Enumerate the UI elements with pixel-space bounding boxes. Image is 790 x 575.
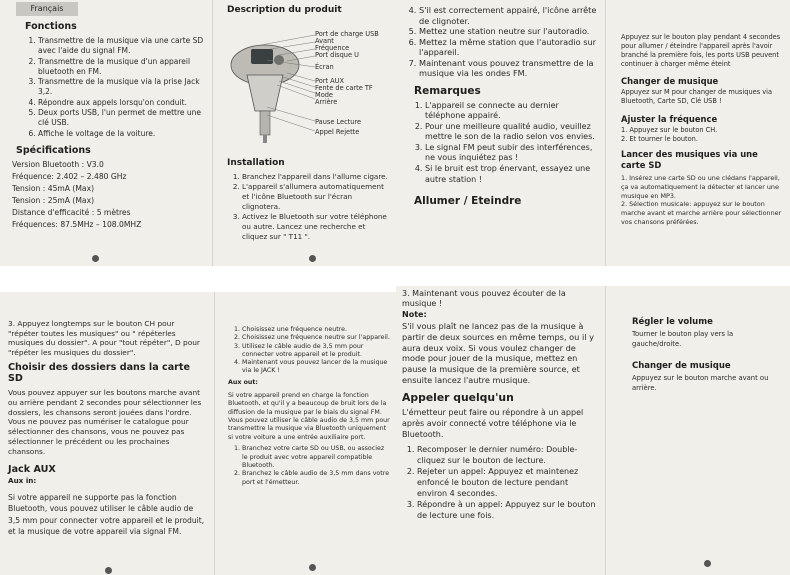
specs-list	[12, 159, 206, 231]
ajuster-heading: Ajuster la fréquence	[621, 114, 718, 124]
page-number-dot	[92, 255, 99, 262]
spec-line: Tension : 45mA (Max)	[12, 183, 95, 193]
aux-out-heading: Aux out:	[228, 378, 258, 386]
description-heading: Description du produit	[227, 5, 342, 15]
installation-heading: Installation	[227, 158, 285, 168]
list-item: 4. Si le bruit est trop énervant, essayez une autre station !	[425, 164, 599, 185]
aux-out-text: Si votre appareil prend en charge la fonction Bluetooth, et qu'il y a beaucoup de bruit lors de la diffusion de la musique par le biais du signal FM. Vous pouvez utiliser le câble audio de 3,5 mm pour transmettre la musique via Bluetooth uniquement si votre voiture a une entrée auxiliaire port.	[228, 391, 390, 441]
fonctions-list	[12, 36, 206, 139]
volume-heading: Régler le volume	[632, 317, 713, 327]
list-item: 3. Utilisez le câble audio de 3,5 mm pour connecter votre appareil et le produit.	[242, 343, 390, 360]
ajuster-step: 1. Appuyez sur le bouton CH.	[621, 126, 718, 134]
page-number-dot	[704, 560, 711, 567]
volume-text: Tourner le bouton play vers la gauche/droite.	[632, 330, 734, 348]
page-number-dot	[309, 255, 316, 262]
list-item: 3. Répondre à un appel: Appuyez sur le bouton de lecture une fois.	[417, 499, 599, 521]
changer-text: Appuyez sur M pour changer de musiques via Bluetooth, Carte SD, Clé USB !	[621, 88, 772, 105]
list-item: 1. L'appareil se connecte au dernier téléphone appairé.	[425, 101, 599, 122]
allumer-text: Appuyez sur le bouton play pendant 4 secondes pour allumer / éteindre l'appareil après l'avoir branché la première fois, les ports USB peuvent continuer à charger même éteint	[621, 33, 781, 68]
remarques-heading: Remarques	[414, 84, 481, 97]
page-appeler	[396, 286, 605, 575]
list-item: 6. Affiche le voltage de la voiture.	[38, 129, 206, 139]
list-item: 1. Branchez votre carte SD ou USB, ou associez le produit avec votre appareil compatible Bluetooth.	[242, 445, 390, 470]
page-aux	[215, 292, 396, 575]
callout-label: Fente de carte TF	[315, 84, 373, 92]
page-description	[213, 0, 396, 266]
callout-label: Arrière	[315, 98, 338, 106]
note-text: S'il vous plaît ne lancez pas de la musique à partir de deux sources en même temps, ou il y aura deux voix. Si vous voulez changer de mode pour jouer de la musique, mettez en pause la musique de la première source, et ensuite lancez l'autre musique.	[402, 321, 594, 385]
car-transmitter-illustration	[227, 15, 317, 155]
jack-aux-heading: Jack AUX	[8, 463, 56, 475]
changer-heading: Changer de musique	[621, 76, 719, 86]
callout-label: Appel Rejette	[315, 128, 360, 136]
list-item: 2. Rejeter un appel: Appuyez et maintenez enfoncé le bouton de lecture pendant environ 4 secondes.	[417, 466, 599, 499]
callout-label: Pause Lecture	[315, 118, 362, 126]
spec-line: Version Bluetooth : V3.0	[12, 159, 104, 169]
list-item: 4. Maintenant vous pouvez lancer de la musique via le JACK !	[242, 359, 390, 376]
list-item: 3. Transmettre de la musique via la prise Jack 3,2.	[38, 77, 206, 98]
callout-label: Écran	[315, 63, 334, 71]
list-item: 2. Branchez le câble audio de 3,5 mm dans votre port et l'émetteur.	[242, 470, 390, 487]
installation-list	[227, 172, 390, 242]
list-item: 2. Choisissez une fréquence neutre sur l'appareil.	[242, 334, 390, 342]
page-number-dot	[309, 564, 316, 571]
list-item: 2. Pour une meilleure qualité audio, veuillez mettre le son de la radio selon vos envies.	[425, 122, 599, 143]
spec-line: Fréquences: 87.5MHz – 108.0MHZ	[12, 219, 142, 229]
specs-heading: Spécifications	[16, 144, 91, 156]
aux-out-steps-list	[228, 445, 390, 487]
list-item: 3. Activez le Bluetooth sur votre téléphone ou autre. Lancez une recherche et cliquez sur " T11 ".	[242, 212, 390, 242]
list-item: 1. Transmettre de la musique via une carte SD avec l'aide du signal FM.	[38, 36, 206, 57]
product-diagram	[227, 15, 390, 155]
sd-heading: Lancer des musiques via une carte SD	[621, 149, 758, 170]
spec-line: Fréquence: 2.402 – 2.480 GHz	[12, 171, 127, 181]
sd-step: 1. Insérez une carte SD ou une clédans l'appareil, ça va automatiquement la détecter et lancer une musique en MP3.	[621, 174, 780, 200]
changer-musique-heading: Changer de musique	[632, 361, 731, 371]
ajuster-step: 2. Et tourner le bouton.	[621, 135, 698, 143]
aux-steps-list	[228, 326, 390, 376]
spec-line: Distance d'efficacité : 5 mètres	[12, 207, 131, 217]
steps-list	[402, 5, 599, 79]
callout-label: Port AUX	[315, 77, 345, 85]
list-item: 1. Recomposer le dernier numéro: Double-cliquez sur le bouton de lecture.	[417, 444, 599, 466]
listen-text: 3. Maintenant vous pouvez écouter de la musique !	[402, 289, 566, 308]
sheet-top-right	[396, 0, 790, 266]
language-tab-label: Français	[30, 4, 64, 13]
appeler-text: L'émetteur peut faire ou répondre à un appel après avoir connecté votre téléphone via le Bluetooth.	[402, 407, 584, 439]
sheet-bottom-left	[0, 292, 396, 575]
sd-step: 2. Sélection musicale: appuyez sur le bouton marche avant et marche arrière pour sélectionner vos chansons préférées.	[621, 200, 782, 226]
page-volume	[606, 286, 790, 575]
list-item: 2. L'appareil s'allumera automatiquement et l'icône Bluetooth sur l'écran clignotera.	[242, 182, 390, 212]
remarques-list	[402, 101, 599, 186]
sheet-bottom-right	[396, 286, 790, 575]
callout-label: Avant	[315, 37, 334, 45]
list-item: 1. Choisissez une fréquence neutre.	[242, 326, 390, 334]
list-item: 4. S'il est correctement appairé, l'icône arrête de clignoter.	[419, 5, 599, 26]
page-number-dot	[105, 567, 112, 574]
page-controls	[606, 0, 790, 266]
aux-in-text: Si votre appareil ne supporte pas la fonction Bluetooth, vous pouvez utiliser le câble audio de 3,5 mm pour connecter votre appareil et le produit, et la musique de votre appareil via signal FM.	[8, 492, 205, 537]
language-tab	[16, 2, 78, 16]
list-item: 3. Le signal FM peut subir des interférences, ne vous inquiétez pas !	[425, 143, 599, 164]
callout-label: Port disque U	[315, 51, 359, 59]
page-fonctions	[0, 0, 212, 266]
page-remarques	[396, 0, 605, 266]
appeler-list	[402, 444, 599, 521]
list-item: 5. Mettez une station neutre sur l'autoradio.	[419, 26, 599, 37]
list-item: 2. Transmettre de la musique d'un appareil bluetooth en FM.	[38, 57, 206, 78]
allumer-heading: Allumer / Eteindre	[414, 195, 522, 208]
sheet-top-left	[0, 0, 396, 266]
callout-label: Mode	[315, 91, 333, 99]
callout-label: Port de charge USB	[315, 30, 379, 38]
changer-musique-text: Appuyez sur le bouton marche avant ou arrière.	[632, 374, 769, 392]
page-dossiers	[0, 292, 214, 575]
aux-in-heading: Aux in:	[8, 475, 37, 485]
list-item: 7. Maintenant vous pouvez transmettre de la musique via les ondes FM.	[419, 58, 599, 79]
note-heading: Note:	[402, 310, 427, 319]
callout-label: Fréquence	[315, 44, 350, 52]
list-item: 5. Deux ports USB, l'un permet de mettre une clé USB.	[38, 108, 206, 129]
fonctions-heading: Fonctions	[25, 21, 77, 32]
list-item: 6. Mettez la même station que l'autoradio sur l'appareil.	[419, 37, 599, 58]
list-item: 4. Répondre aux appels lorsqu'on conduit.	[38, 98, 206, 108]
spec-line: Tension : 25mA (Max)	[12, 195, 95, 205]
dossiers-heading: Choisir des dossiers dans la carte SD	[8, 362, 191, 384]
appeler-heading: Appeler quelqu'un	[402, 390, 514, 404]
list-item: 1. Branchez l'appareil dans l'allume cigare.	[242, 172, 390, 182]
repeat-text: 3. Appuyez longtemps sur le bouton CH pour "répéter toutes les musiques" ou " répéterles musiques du dossier". A pour "tout répéter", D pour "répéter les musiques du dossier".	[8, 319, 200, 357]
dossiers-text: Vous pouvez appuyer sur les boutons marche avant ou arrière pendant 2 secondes pour sélectionner les dossiers, les chansons seront jouées dans l'ordre. Vous ne pouvez pas numériser le catalogue pour sélectionner des chansons, vous ne pouvez pas sélectionner le précédent ou les prochaines chansons.	[8, 388, 202, 456]
